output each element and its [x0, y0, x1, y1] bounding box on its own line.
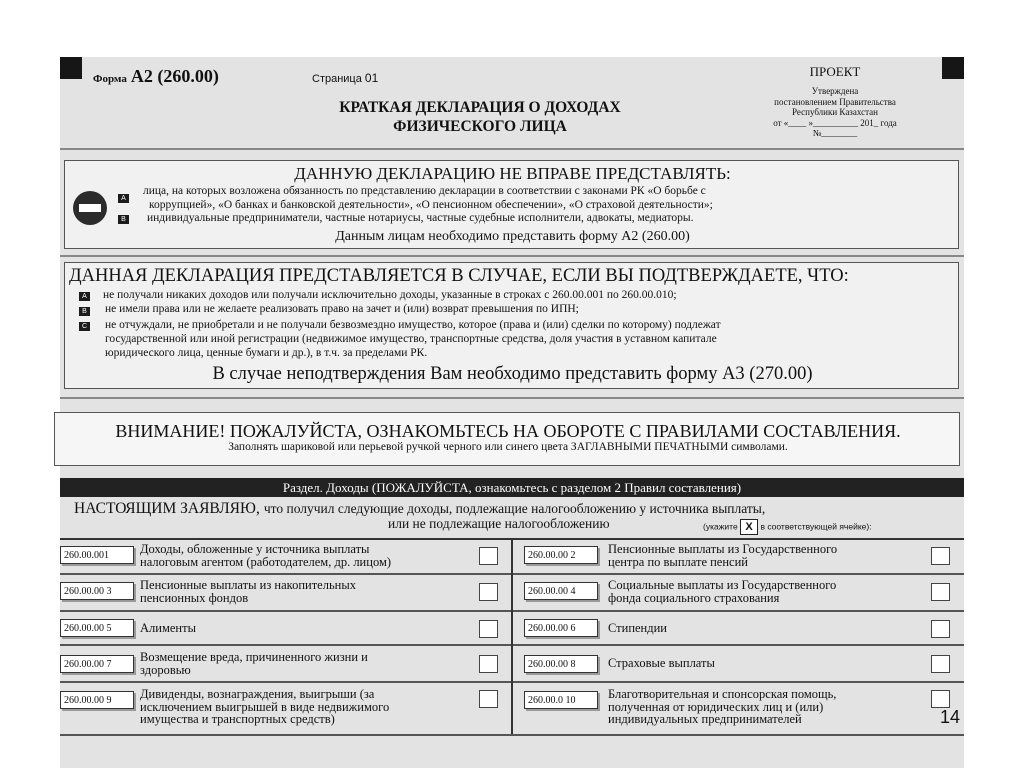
item-label-a: А — [118, 194, 129, 203]
corner-marker-right — [942, 57, 964, 79]
confirmation-item-a: не получали никаких доходов или получали исключительно доходы, указанные в строках с 260.00.001 по 260.00.010; — [103, 289, 677, 301]
divider — [60, 148, 964, 150]
restriction-item-a: лица, на которых возложена обязанность по представлению декларации в соответствии с законами РК «О борьбе с коррупцией», «О банках и банковской деятельности», «О пенсионном обеспечении», «О страховой деятельности»; — [143, 185, 713, 211]
attention-title: ВНИМАНИЕ! ПОЖАЛУЙСТА, ОЗНАКОМЬТЕСЬ НА ОБОРОТЕ С ПРАВИЛАМИ СОСТАВЛЕНИЯ. — [115, 421, 901, 441]
income-checkbox-006[interactable] — [931, 620, 950, 638]
confirmation-item-b: не имели права или не желаете реализовать право на зачет и (или) возврат превышения по ИПН; — [105, 303, 579, 315]
divider — [60, 255, 964, 257]
x-mark-sample: X — [740, 519, 758, 535]
income-code: 260.00.00 2 — [524, 546, 598, 564]
confirmation-title: ДАННАЯ ДЕКЛАРАЦИЯ ПРЕДСТАВЛЯЕТСЯ В СЛУЧАЕ, ЕСЛИ ВЫ ПОДТВЕРЖДАЕТЕ, ЧТО: — [69, 266, 849, 286]
grid-column-divider — [511, 538, 513, 734]
income-code: 260.00.00 9 — [60, 691, 134, 709]
item-label-a: А — [79, 292, 90, 301]
income-code: 260.00.00 4 — [524, 582, 598, 600]
item-label-b: В — [79, 307, 90, 316]
income-checkbox-009[interactable] — [479, 690, 498, 708]
income-checkbox-005[interactable] — [479, 620, 498, 638]
income-code: 260.00.00 6 — [524, 619, 598, 637]
no-entry-icon — [73, 191, 107, 225]
income-name: Пенсионные выплаты из накопительных пенсионных фондов — [140, 578, 356, 605]
income-name: Пенсионные выплаты из Государственного центра по выплате пенсий — [608, 542, 838, 569]
income-name: Дивиденды, вознаграждения, выигрыши (за исключением выигрышей в виде недвижимого имущества и транспортных средств) — [140, 687, 390, 726]
approval-block: Утверждена постановлением Правительства Республики Казахстан от «____ »__________ 201_ года №________ — [773, 86, 897, 138]
income-checkbox-004[interactable] — [931, 583, 950, 601]
income-code: 260.00.00 8 — [524, 655, 598, 673]
income-name: Алименты — [140, 621, 196, 635]
declaration-hint: (укажите X в соответствующей ячейке): — [703, 521, 872, 533]
attention-subtitle: Заполнять шариковой или перьевой ручкой черного или синего цвета ЗАГЛАВНЫМИ ПЕЧАТНЫМИ символами. — [228, 441, 788, 453]
income-checkbox-010[interactable] — [931, 690, 950, 708]
income-code: 260.00.001 — [60, 546, 134, 564]
income-code: 260.00.0 10 — [524, 691, 598, 709]
income-checkbox-003[interactable] — [479, 583, 498, 601]
income-checkbox-001[interactable] — [479, 547, 498, 565]
restriction-box — [64, 160, 959, 249]
section-header: Раздел. Доходы (ПОЖАЛУЙСТА, ознакомьтесь с разделом 2 Правил составления) — [60, 478, 964, 497]
grid-line — [60, 734, 964, 736]
income-name: Страховые выплаты — [608, 656, 715, 670]
income-code: 260.00.00 7 — [60, 655, 134, 673]
income-name: Благотворительная и спонсорская помощь, полученная от юридических лиц и (или) индивидуальных предпринимателей — [608, 687, 837, 726]
declaration-line-2: или не подлежащие налогообложению — [388, 516, 610, 531]
confirmation-footer: В случае неподтверждения Вам необходимо представить форму А3 (270.00) — [212, 364, 813, 384]
attention-box — [54, 412, 960, 466]
income-code: 260.00.00 5 — [60, 619, 134, 637]
income-name: Возмещение вреда, причиненного жизни и здоровью — [140, 650, 368, 677]
income-checkbox-008[interactable] — [931, 655, 950, 673]
project-label: ПРОЕКТ — [809, 64, 861, 79]
item-label-b: В — [118, 215, 129, 224]
page-indicator: Страница 01 — [312, 71, 379, 85]
divider — [60, 397, 964, 399]
form-code-label: Форма А2 (260.00) — [93, 66, 219, 86]
restriction-footer: Данным лицам необходимо представить форму А2 (260.00) — [335, 229, 690, 244]
corner-marker-left — [60, 57, 82, 79]
restriction-item-b: индивидуальные предприниматели, частные нотариусы, частные судебные исполнители, адвокаты, медиаторы. — [147, 212, 694, 224]
page-title: КРАТКАЯ ДЕКЛАРАЦИЯ О ДОХОДАХ ФИЗИЧЕСКОГО ЛИЦА — [339, 99, 621, 135]
confirmation-item-c: не отчуждали, не приобретали и не получали безвозмездно имущество, которое (права и (или) сделки по которому) подлежат государственной или иной регистрации (недвижимое имущество, транспортные средства, доля участия в уставном капитале юридического лица, ценные бумаги и др.), в т.ч. за пределами РК. — [105, 319, 721, 359]
income-name: Доходы, обложенные у источника выплаты налоговым агентом (работодателем, др. лицом) — [140, 542, 392, 569]
slide-number: 14 — [940, 707, 961, 727]
restriction-title: ДАННУЮ ДЕКЛАРАЦИЮ НЕ ВПРАВЕ ПРЕДСТАВЛЯТЬ: — [294, 164, 731, 183]
income-checkbox-002[interactable] — [931, 547, 950, 565]
income-code: 260.00.00 3 — [60, 582, 134, 600]
income-name: Социальные выплаты из Государственного фонда социального страхования — [608, 578, 837, 605]
income-checkbox-007[interactable] — [479, 655, 498, 673]
item-label-c: С — [79, 322, 90, 331]
confirmation-box — [64, 262, 959, 389]
declaration-line: НАСТОЯЩИМ ЗАЯВЛЯЮ, что получил следующие доходы, подлежащие налогообложению у источника выплаты, — [74, 500, 766, 517]
income-name: Стипендии — [608, 621, 667, 635]
